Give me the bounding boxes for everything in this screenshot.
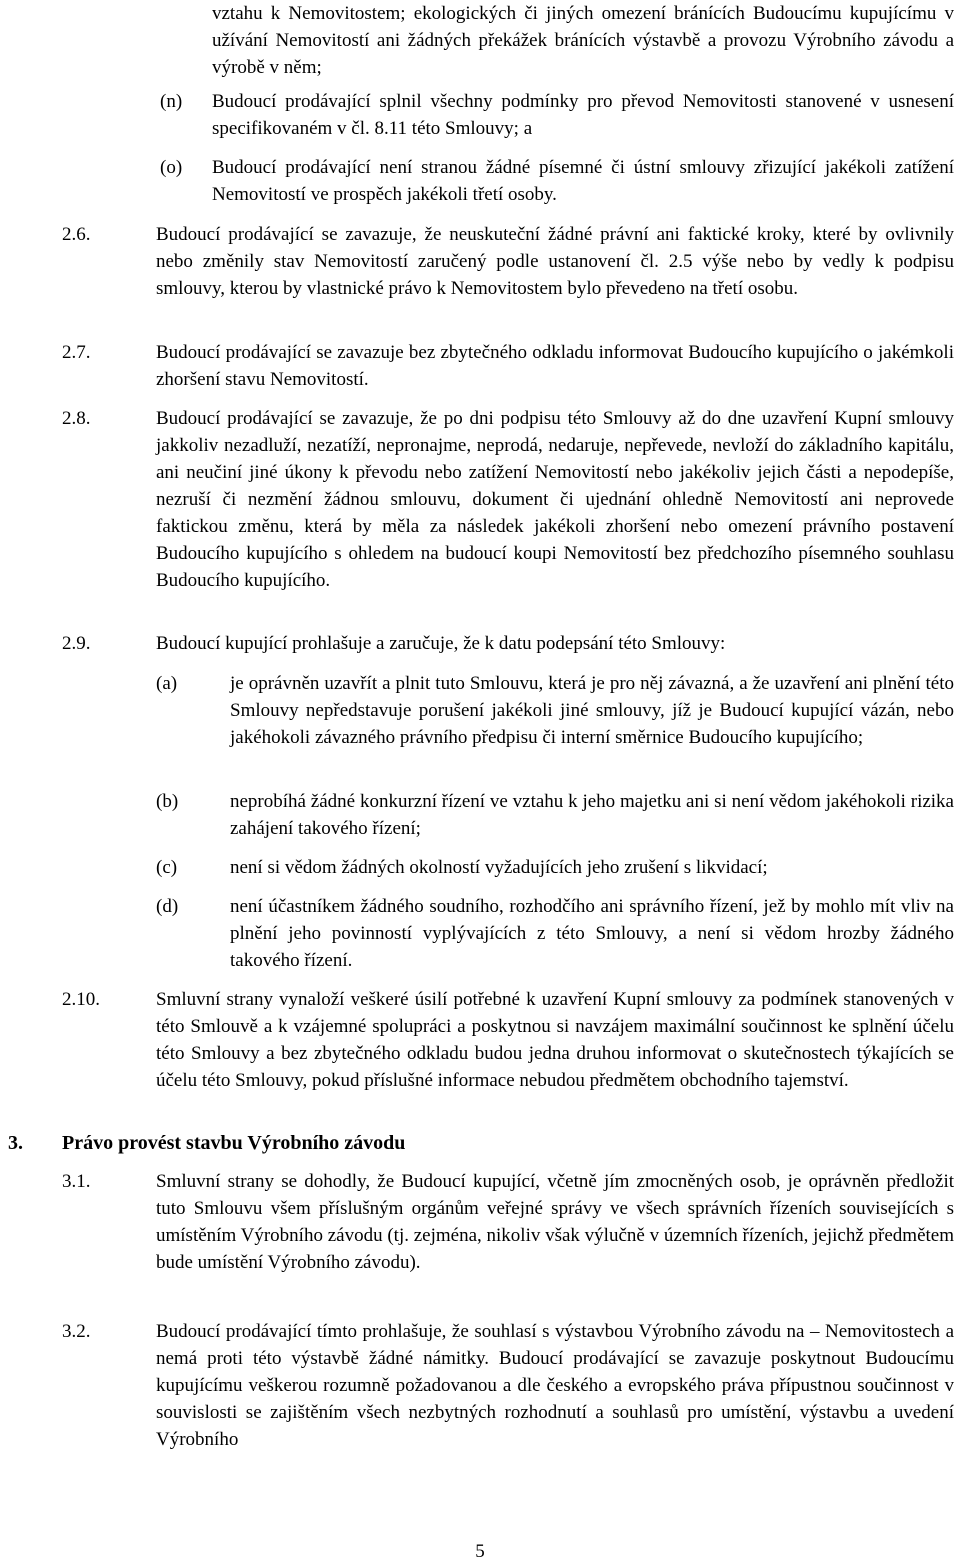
clause-text-2-9: Budoucí kupující prohlašuje a zaručuje, že k datu podepsání této Smlouvy: bbox=[156, 633, 726, 654]
item-text-n: Budoucí prodávající splnil všechny podmínky pro převod Nemovitosti stanovené v usnesení specifikovaném v čl. 8.11 této Smlouvy; a bbox=[212, 91, 954, 139]
item-label-d: (d) bbox=[156, 896, 179, 917]
clause-text-2-6: Budoucí prodávající se zavazuje, že neuskuteční žádné právní ani faktické kroky, které by ovlivnily nebo změnily stav Nemovitostí zaručený podle ustanovení čl. 2.5 výše nebo by vedly k podpisu smlouvy, kterou by vlastnické právo k Nemovitostem bylo převedeno na třetí osobu. bbox=[156, 224, 954, 299]
section-3-title: Právo provést stavbu Výrobního závodu bbox=[62, 1132, 406, 1154]
item-text-b: neprobíhá žádné konkurzní řízení ve vztahu k jeho majetku ani si není vědom jakéhokoli rizika zahájení takového řízení; bbox=[230, 791, 954, 839]
item-text-o: Budoucí prodávající není stranou žádné písemné či ústní smlouvy zřizující jakékoli zatížení Nemovitostí ve prospěch jakékoli třetí osoby. bbox=[212, 157, 954, 205]
item-text-d: není účastníkem žádného soudního, rozhodčího ani správního řízení, jež by mohlo mít vliv na plnění jeho povinností vyplývajících z této Smlouvy, a není si vědom hrozby žádného takového řízení. bbox=[230, 896, 954, 971]
clause-text-2-8: Budoucí prodávající se zavazuje, že po dni podpisu této Smlouvy až do dne uzavření Kupní smlouvy jakkoliv nezadluží, nezatíží, nepronajme, neprodá, nedaruje, nepřevede, nevloží do základního kapitálu, ani neučiní jiné úkony k převodu nebo zatížení Nemovitostí nebo jakékoliv jejich části a nepodepíše, nezruší či nezmění žádnou smlouvu, dokument či ujednání ohledně Nemovitostí ani neprovede faktickou změnu, která by měla za následek jakékoli zhoršení nebo omezení právního postavení Budoucího kupujícího s ohledem na budoucí koupi Nemovitostí bez předchozího písemného souhlasu Budoucího kupujícího. bbox=[156, 408, 954, 591]
page-number: 5 bbox=[475, 1541, 485, 1562]
item-label-b: (b) bbox=[156, 791, 179, 812]
item-label-o: (o) bbox=[160, 157, 183, 178]
item-label-a: (a) bbox=[156, 673, 178, 694]
clause-text-3-1: Smluvní strany se dohodly, že Budoucí kupující, včetně jím zmocněných osob, je oprávněn předložit tuto Smlouvu všem příslušným orgánům veřejné správy ve všech správních řízeních souvisejících s umístěním Výrobního závodu (tj. zejména, nikoliv však výlučně v územních řízeních, jejichž předmětem bude umístění Výrobního závodu). bbox=[156, 1171, 954, 1273]
item-label-n: (n) bbox=[160, 91, 183, 112]
clause-number-2-6: 2.6. bbox=[62, 224, 91, 245]
clause-number-2-7: 2.7. bbox=[62, 342, 91, 363]
clause-number-2-8: 2.8. bbox=[62, 408, 91, 429]
clause-number-2-9: 2.9. bbox=[62, 633, 91, 654]
clause-number-2-10: 2.10. bbox=[62, 989, 100, 1010]
clause-text-2-7: Budoucí prodávající se zavazuje bez zbytečného odkladu informovat Budoucího kupujícího o jakémkoli zhoršení stavu Nemovitostí. bbox=[156, 342, 954, 390]
item-label-c: (c) bbox=[156, 857, 178, 878]
clause-text-2-10: Smluvní strany vynaloží veškeré úsilí potřebné k uzavření Kupní smlouvy za podmínek stanovených v této Smlouvě a k vzájemné spolupráci a poskytnou si navzájem maximální součinnost ke splnění účelu této Smlouvy a bez zbytečného odkladu budou jedna druhou informovat o skutečnostech týkajících se účelu této Smlouvy, pokud příslušné informace nebudou předmětem obchodního tajemství. bbox=[156, 989, 954, 1091]
clause-text-3-2: Budoucí prodávající tímto prohlašuje, že souhlasí s výstavbou Výrobního závodu na – Nemovitostech a nemá proti této výstavbě žádné námitky. Budoucí prodávající se zavazuje poskytnout Budoucímu kupujícímu veškerou rozumně požadovanou a dle českého a evropského práva přípustnou součinnost v souvislosti se zajištěním všech nezbytných rozhodnutí a souhlasů pro umístění, výstavbu a uvedení Výrobního bbox=[156, 1321, 954, 1450]
clause-number-3-1: 3.1. bbox=[62, 1171, 91, 1192]
intro-continuation: vztahu k Nemovitostem; ekologických či jiných omezení bránících Budoucímu kupujícímu v užívání Nemovitostí ani žádných překážek bránících výstavbě a provozu Výrobního závodu a výrobě v něm; bbox=[212, 3, 954, 78]
clause-number-3-2: 3.2. bbox=[62, 1321, 91, 1342]
item-text-c: není si vědom žádných okolností vyžadujících jeho zrušení s likvidací; bbox=[230, 857, 768, 878]
section-3-number: 3. bbox=[8, 1132, 23, 1154]
item-text-a: je oprávněn uzavřít a plnit tuto Smlouvu, která je pro něj závazná, a že uzavření ani plnění této Smlouvy nepředstavuje porušení jakékoli jiné smlouvy, jíž je Budoucí kupující vázán, nebo jakéhokoli závazného právního předpisu či interní směrnice Budoucího kupujícího; bbox=[230, 673, 954, 748]
